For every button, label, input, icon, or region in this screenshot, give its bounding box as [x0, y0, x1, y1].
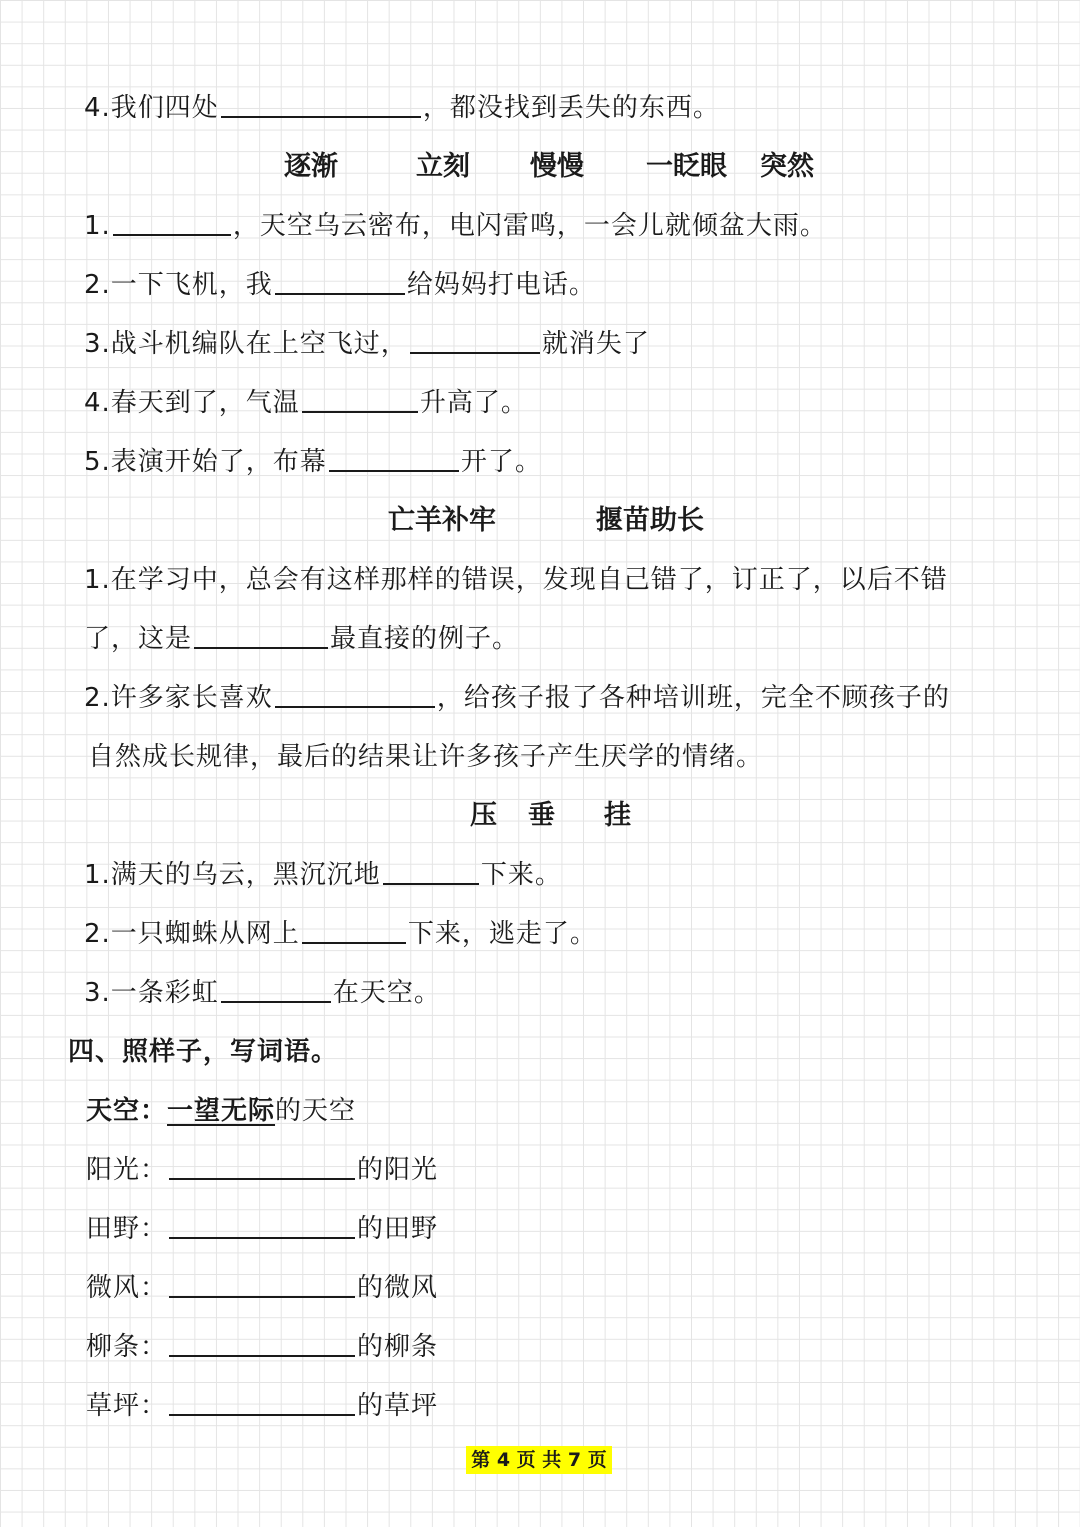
word-bank-item: 垂: [528, 800, 555, 831]
word-bank-item: 揠苗助长: [596, 505, 704, 536]
answer-blank[interactable]: [221, 975, 331, 1003]
section-title: 四、照样子，写词语。: [68, 1037, 339, 1067]
example-line: 天空：一望无际的天空: [86, 1096, 357, 1126]
exercise-line: 4.我们四处 ，都没找到丢失的东西。: [84, 90, 720, 126]
example-answer: 一望无际: [167, 1096, 276, 1126]
answer-blank[interactable]: [169, 1152, 355, 1180]
answer-blank[interactable]: [221, 90, 421, 118]
phrase-line: 阳光： 的阳光: [86, 1152, 438, 1188]
answer-blank[interactable]: [194, 621, 328, 649]
word-bank-item: 压: [470, 800, 497, 831]
answer-blank[interactable]: [275, 680, 435, 708]
exercise-line: 2.许多家长喜欢 ，给孩子报了各种培训班，完全不顾孩子的: [84, 680, 950, 716]
exercise-line: 4.春天到了，气温 升高了。: [84, 385, 528, 421]
exercise-line: 5.表演开始了，布幕 开了。: [84, 444, 542, 480]
exercise-line: 3.一条彩虹 在天空。: [84, 975, 441, 1011]
exercise-line: 1. ，天空乌云密布，电闪雷鸣，一会儿就倾盆大雨。: [84, 208, 827, 244]
phrase-line: 草坪： 的草坪: [86, 1388, 438, 1424]
word-bank-item: 亡羊补牢: [388, 505, 496, 536]
answer-blank[interactable]: [383, 857, 479, 885]
answer-blank[interactable]: [329, 444, 459, 472]
word-bank-item: 挂: [604, 800, 631, 831]
answer-blank[interactable]: [169, 1211, 355, 1239]
answer-blank[interactable]: [169, 1270, 355, 1298]
word-bank-item: 慢慢: [530, 151, 584, 182]
answer-blank[interactable]: [302, 385, 418, 413]
word-bank-item: 逐渐: [284, 151, 338, 182]
exercise-line: 1.在学习中，总会有这样那样的错误，发现自己错了，订正了，以后不错: [84, 565, 948, 595]
answer-blank[interactable]: [169, 1388, 355, 1416]
phrase-line: 微风： 的微风: [86, 1270, 438, 1306]
answer-blank[interactable]: [275, 267, 405, 295]
exercise-line: 2.一下飞机，我 给妈妈打电话。: [84, 267, 596, 303]
exercise-line: 自然成长规律，最后的结果让许多孩子产生厌学的情绪。: [88, 742, 764, 772]
phrase-line: 柳条： 的柳条: [86, 1329, 438, 1365]
answer-blank[interactable]: [302, 916, 406, 944]
answer-blank[interactable]: [113, 208, 231, 236]
word-bank-item: 突然: [760, 151, 814, 182]
exercise-line: 3.战斗机编队在上空飞过， 就消失了: [84, 326, 650, 362]
exercise-line: 1.满天的乌云，黑沉沉地 下来。: [84, 857, 562, 893]
word-bank-item: 立刻: [416, 151, 470, 182]
exercise-line: 了，这是 最直接的例子。: [84, 621, 519, 657]
exercise-line: 2.一只蜘蛛从网上 下来，逃走了。: [84, 916, 597, 952]
page-number: 第 4 页 共 7 页: [466, 1446, 612, 1474]
answer-blank[interactable]: [169, 1329, 355, 1357]
answer-blank[interactable]: [410, 326, 540, 354]
word-bank-item: 一眨眼: [646, 151, 727, 182]
phrase-line: 田野： 的田野: [86, 1211, 438, 1247]
